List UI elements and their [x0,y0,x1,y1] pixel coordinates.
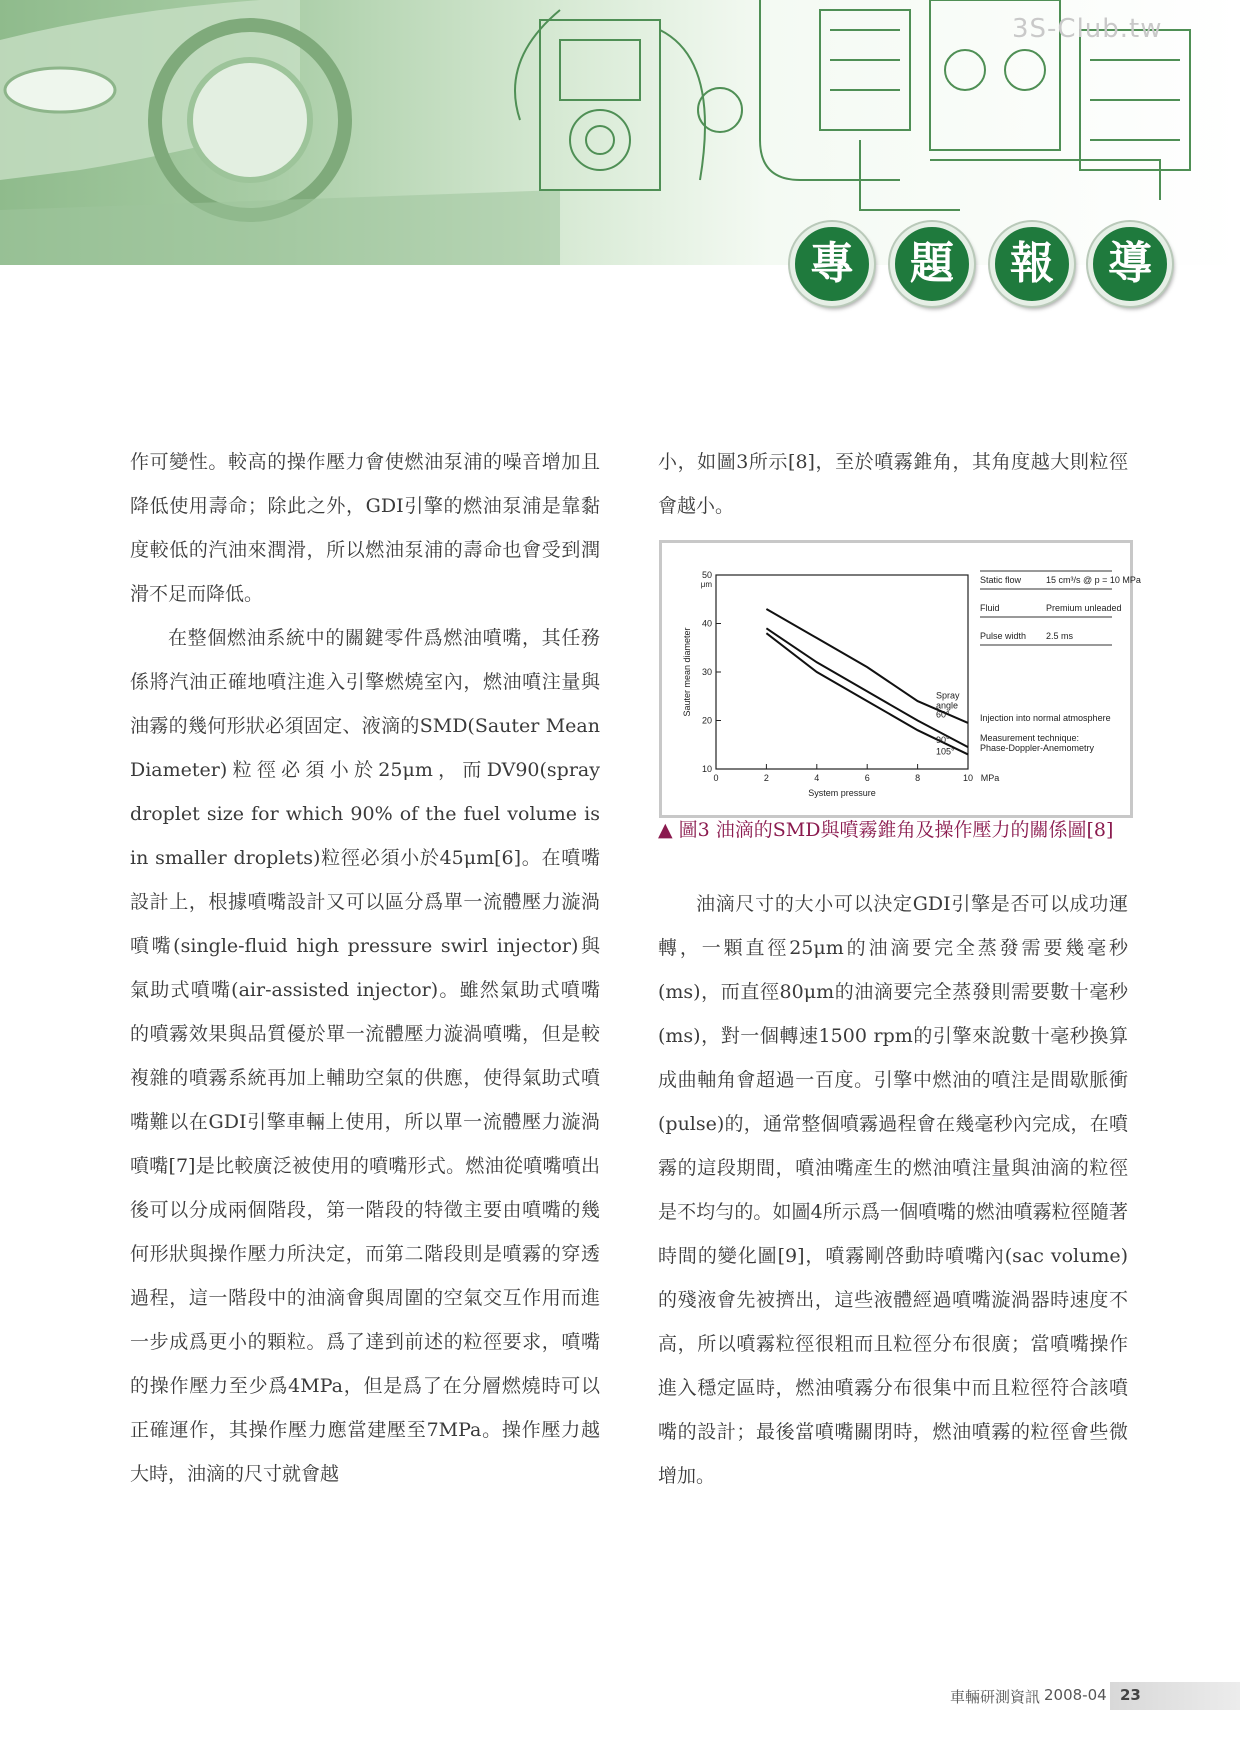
x-tick-label-5: 10 [962,773,974,783]
table-key-2: Pulse width [980,631,1027,641]
badge-char-4: 導 [1088,222,1172,306]
y-tick-label-1: 20 [701,715,712,726]
x-axis-label: System pressure [808,788,876,798]
chart-note-0: Injection into normal atmosphere [980,713,1111,723]
x-tick-label-2: 4 [814,773,820,783]
series-label-0: 60° [936,709,950,720]
series-label-1: 90° [936,734,950,745]
left-column [130,440,600,1496]
table-value-0: 15 cm³/s @ p = 10 MPa [1046,575,1141,585]
chart-note-1: Measurement technique: [980,733,1080,743]
x-unit-label: MPa [980,773,1000,783]
page-number-tab [1110,1682,1240,1710]
y-tick-label-2: 30 [701,667,712,677]
section-badges [790,222,1210,312]
legend-title-2: angle [936,700,959,711]
issue-date: 2008-04 [1044,1686,1107,1704]
series-line-1 [766,628,968,747]
figure-caption: ▲ 圖3 油滴的SMD與噴霧錐角及操作壓力的關係圖[8] [658,819,1114,841]
right-paragraph-2: 油滴尺寸的大小可以決定GDI引擎是否可以成功運轉，一顆直徑25μm的油滴要完全蒸發需要幾毫秒(ms)，而直徑80μm的油滴要完全蒸發則需要數十毫秒(ms)，對一個轉速1500 rpm的引擎來說數十毫秒換算成曲軸角會超過一百度。引擎中燃油的噴注是間歇脈衝(pulse)的，通常整個噴霧過程會在幾毫秒內完成，在噴霧的這段期間，噴油嘴產生的燃油噴注量與油滴的粒徑是不均勻的。如圖4所示爲一個噴嘴的燃油噴霧粒徑隨著時間的變化圖[9]，噴霧剛啓動時噴嘴內(sac volume)的殘液會先被擠出，這些液體經過噴嘴漩渦器時速度不高，所以噴霧粒徑很粗而且粒徑分布很廣；當噴嘴操作進入穩定區時，燃油噴霧分布很集中而且粒徑符合該噴嘴的設計；最後當噴嘴關閉時，燃油噴霧的粒徑會些微增加。 [658,893,1128,1487]
left-paragraph-1: 作可變性。較高的操作壓力會使燃油泵浦的噪音增加且降低使用壽命；除此之外，GDI引擎的燃油泵浦是靠黏度較低的汽油來潤滑，所以燃油泵浦的壽命也會受到潤滑不足而降低。 [130,451,600,605]
x-tick-label-3: 6 [864,773,870,783]
badge-char-2: 題 [890,222,974,306]
site-watermark: 3S-Club.tw [1012,14,1163,44]
table-key-1: Fluid [980,603,1000,613]
right-column-top [658,440,1128,528]
page-number: 23 [1120,1686,1141,1704]
y-tick-label-0: 10 [701,764,712,774]
table-value-1: Premium unleaded [1046,603,1122,613]
x-tick-label-1: 2 [763,773,769,783]
right-paragraph-1: 小，如圖3所示[8]，至於噴霧錐角，其角度越大則粒徑會越小。 [658,451,1128,517]
y-unit-label: μm [700,580,712,589]
magazine-name: 車輛研測資訊 [950,1688,1041,1706]
y-tick-label-3: 40 [701,618,712,629]
badge-char-3: 報 [990,222,1074,306]
figure-3 [659,540,1141,818]
table-value-2: 2.5 ms [1046,631,1074,641]
page-footer [944,1682,1240,1710]
legend-title: Spray [936,690,960,701]
smd-pressure-chart [662,543,1141,815]
right-column-bottom [658,882,1128,1498]
x-tick-label-0: 0 [713,773,719,783]
chart-note-2: Phase-Doppler-Anemometry [980,743,1095,753]
series-label-2: 105° [936,746,955,757]
left-paragraph-2: 在整個燃油系統中的關鍵零件爲燃油噴嘴，其任務係將汽油正確地噴注進入引擎燃燒室內，燃油噴注量與油霧的幾何形狀必須固定、液滴的SMD(Sauter Mean Diameter)粒徑必須小於25μm，而DV90(spray droplet size for which 90% of the fuel volume is in smaller droplets)粒徑必須小於45μm[6]。在噴嘴設計上，根據噴嘴設計又可以區分爲單一流體壓力漩渦噴嘴(single-fluid high pressure swirl injector)與氣助式噴嘴(air-assisted injector)。雖然氣助式噴嘴的噴霧效果與品質優於單一流體壓力漩渦噴嘴，但是較複雜的噴霧系統再加上輔助空氣的供應，使得氣助式噴嘴難以在GDI引擎車輛上使用，所以單一流體壓力漩渦噴嘴[7]是比較廣泛被使用的噴嘴形式。燃油從噴嘴噴出後可以分成兩個階段，第一階段的特徵主要由噴嘴的幾何形狀與操作壓力所決定，而第二階段則是噴霧的穿透過程，這一階段中的油滴會與周圍的空氣交互作用而進一步成爲更小的顆粒。爲了達到前述的粒徑要求，噴嘴的操作壓力至少爲4MPa，但是爲了在分層燃燒時可以正確運作，其操作壓力應當建壓至7MPa。操作壓力越大時，油滴的尺寸就會越 [130,627,600,1485]
y-axis-label: Sauter mean diameter [682,627,692,717]
plot-frame [716,575,968,769]
badge-char-1: 專 [790,222,874,306]
table-key-0: Static flow [980,575,1022,585]
x-tick-label-4: 8 [915,773,921,783]
y-tick-label-4: 50 [701,570,712,580]
